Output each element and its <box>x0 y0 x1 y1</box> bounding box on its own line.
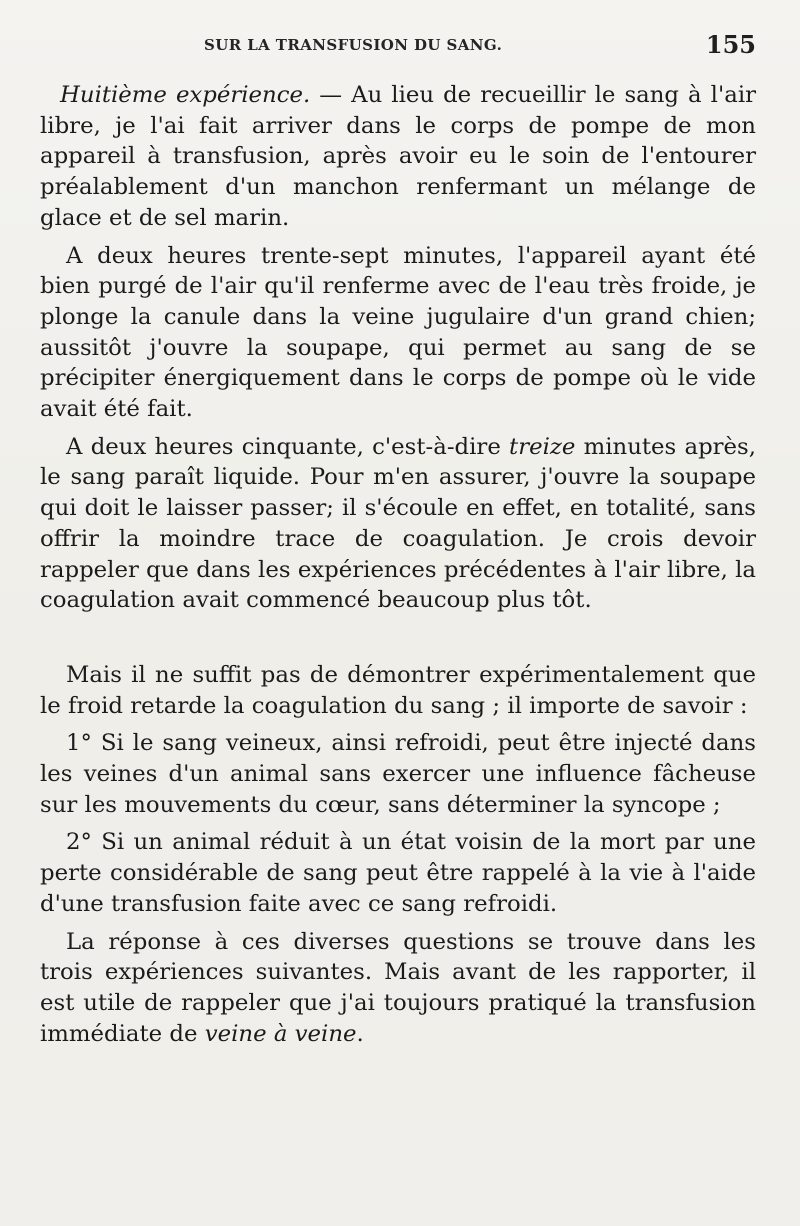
emphasis-text: veine à veine <box>204 1020 357 1047</box>
question-two <box>40 827 756 919</box>
paragraph-answer <box>40 927 756 1050</box>
running-title: SUR LA TRANSFUSION DU SANG. <box>204 36 503 54</box>
paragraph-eighth-experiment <box>40 80 756 234</box>
experiment-heading: Huitième expérience. <box>60 82 311 108</box>
page-header <box>40 30 756 64</box>
paragraph-text: A deux heures trente-sept minutes, l'appareil ayant été bien purgé de l'air qu'il renferme avec de l'eau très froide, je plonge la canule dans la veine jugulaire d'un grand chien; aussitôt j'ouvre la soupape, qui permet au sang de se précipiter énergiquement dans le corps de pompe où le vide avait été fait. <box>40 242 756 423</box>
paragraph-questions-intro <box>40 660 756 721</box>
paragraph-text: 2° Si un animal réduit à un état voisin de la mort par une perte considérable de sang peut être rappelé à la vie à l'aide d'une transfusion faite avec ce sang refroidi. <box>40 829 756 917</box>
body-text <box>40 80 756 1049</box>
page-number: 155 <box>705 30 756 59</box>
paragraph-procedure <box>40 241 756 425</box>
paragraph-text: . <box>356 1020 364 1047</box>
paragraph-result <box>40 432 756 616</box>
paragraph-text: A deux heures cinquante, c'est-à-dire <box>66 433 510 460</box>
paragraph-text: La réponse à ces diverses questions se trouve dans les trois expériences suivantes. Mais avant de les rapporter, il est utile de rappeler que j'ai toujours pratiqué la transfusion immédiate de <box>40 928 756 1047</box>
paragraph-text: Mais il ne suffit pas de démontrer expérimentalement que le froid retarde la coagulation du sang ; il importe de savoir : <box>40 661 756 719</box>
question-one <box>40 728 756 820</box>
paragraph-text: — Au lieu de recueillir le sang à l'air libre, je l'ai fait arriver dans le corps de pompe de mon appareil à transfusion, après avoir eu le soin de l'entourer préalablement d'un manchon renfermant un mélange de glace et de sel marin. <box>40 82 757 231</box>
emphasis-text: treize <box>509 433 576 460</box>
paragraph-text: 1° Si le sang veineux, ainsi refroidi, peut être injecté dans les veines d'un animal sans exercer une influence fâcheuse sur les mouvements du cœur, sans déterminer la syncope ; <box>40 730 756 818</box>
paragraph-text: minutes après, le sang paraît liquide. Pour m'en assurer, j'ouvre la soupape qui doit le laisser passer; il s'écoule en effet, en totalité, sans offrir la moindre trace de coagulation. Je crois devoir rappeler que dans les expériences précédentes à l'air libre, la coagulation avait commencé beaucoup plus tôt. <box>40 433 756 614</box>
